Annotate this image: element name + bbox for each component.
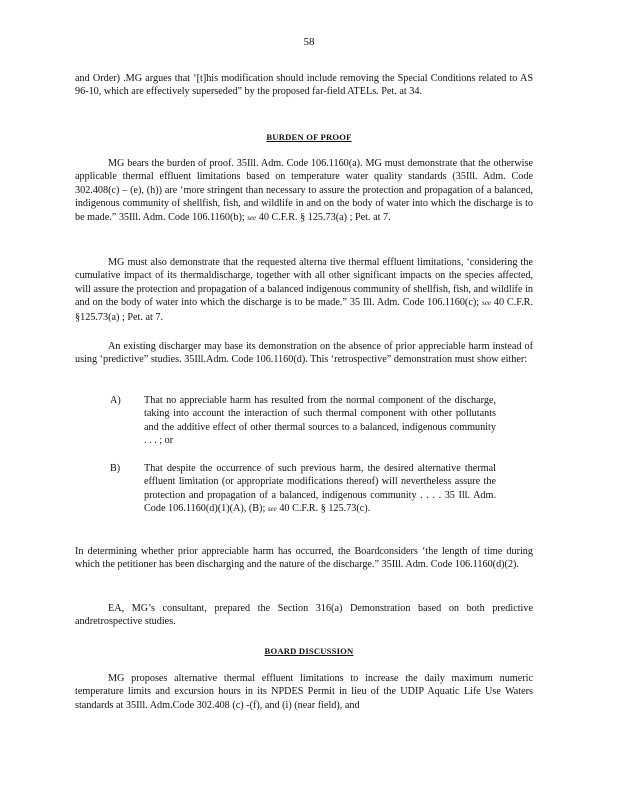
citation-signal: see bbox=[247, 213, 257, 222]
paragraph-proposal-text: MG proposes alternative thermal effluent limitations to increase the daily maximum numeric temperature limits and excursion hours in its NPDES Permit in lieu of the UDIP Aquatic Life Use Waters standards at 35Ill. Adm.Code 302.408 (c) -(f), and (i) (near field), and bbox=[75, 673, 533, 711]
paragraph-cumulative-impact-citation: 40 C.F.R. §125.73(a) ; Pet. at 7. bbox=[75, 297, 534, 323]
heading-burden-of-proof bbox=[0, 131, 618, 144]
paragraph-prior-harm-text: In determining whether prior appreciable harm has occurred, the Boardconsiders ‘the length of time during which the petitioner has been discharging and the nature of the discharge.” 35Ill. Adm. Code 106.1160(d)(2). bbox=[75, 546, 533, 571]
paragraph-burden bbox=[75, 157, 533, 225]
paragraph-intro-text: and Order) .MG argues that ‘[t]his modification should include removing the Special Conditions related to AS 96-10, which are effectively superseded” by the proposed far-field ATELs. Pet. at 34. bbox=[75, 73, 533, 98]
paragraph-consultant-text: EA, MG’s consultant, prepared the Section 316(a) Demonstration based on both predictive andretrospective studies. bbox=[75, 603, 533, 628]
heading-board-discussion bbox=[0, 645, 618, 658]
paragraph-prior-harm bbox=[75, 545, 533, 572]
list-item-b-citation: 40 C.F.R. § 125.73(c). bbox=[279, 503, 371, 515]
paragraph-burden-citation: 40 C.F.R. § 125.73(a) ; Pet. at 7. bbox=[258, 211, 391, 223]
heading-board-discussion-text: BOARD DISCUSSION bbox=[264, 646, 354, 656]
heading-burden-of-proof-text: BURDEN OF PROOF bbox=[266, 132, 352, 142]
list-item-a bbox=[110, 394, 510, 450]
paragraph-burden-text: MG bears the burden of proof. 35Ill. Adm. Code 106.1160(a). MG must demonstrate that the otherwise applicable thermal effluent limitations based on temperature water quality standards (35Ill. Adm. Code 302.408(c) – (e), (h)) are ‘more stringent than necessary to assure the protection and propagation of a balanced, indigenous community of shellfish, fish, and wildlife in and on the body of water into which the discharge is to be made.” 35Ill. Adm. Code 106.1160(b); bbox=[75, 158, 533, 223]
page-number: 58 bbox=[303, 36, 315, 48]
list-item-b-marker: B) bbox=[110, 463, 121, 474]
citation-signal: see bbox=[481, 299, 491, 308]
paragraph-proposal bbox=[75, 672, 533, 712]
paragraph-consultant bbox=[75, 602, 533, 629]
paragraph-intro bbox=[75, 72, 533, 99]
list-item-a-marker: A) bbox=[110, 395, 121, 406]
list-item-b bbox=[110, 462, 510, 532]
list-item-b-text bbox=[144, 462, 496, 517]
paragraph-cumulative-impact-text: MG must also demonstrate that the requested alterna tive thermal effluent limitations, ‘considering the cumulative impact of its thermaldischarge, together with all other significant impacts on the species affected, will assure the protection and propagation of a balanced indigenous community of shellfish, fish, and wildlife in and on the body of water into which the discharge is to be made.” 35 Ill. Adm. Code 106.1160(c); bbox=[75, 257, 533, 309]
list-item-a-text: That no appreciable harm has resulted from the normal component of the discharge, taking into account the interaction of such thermal component with other pollutants and the additive effect of other thermal sources to a balanced, indigenous community . . . ; or bbox=[144, 395, 496, 447]
paragraph-existing-discharger-text: An existing discharger may base its demonstration on the absence of prior appreciable harm instead of using ‘predictive” studies. 35Ill.Adm. Code 106.1160(d). This ‘retrospective” demonstration must show either: bbox=[75, 341, 533, 366]
citation-signal: see bbox=[267, 505, 277, 514]
paragraph-existing-discharger bbox=[75, 340, 533, 367]
list-item-b-body: That despite the occurrence of such previous harm, the desired alternative thermal effluent limitation (or appropriate modifications thereof) will nevertheless assure the protection and propagation of a balanced, indigenous community . . . . 35 Ill. Adm. Code 106.1160(d)(1)(A), (B); bbox=[144, 463, 496, 515]
paragraph-cumulative-impact bbox=[75, 256, 533, 324]
